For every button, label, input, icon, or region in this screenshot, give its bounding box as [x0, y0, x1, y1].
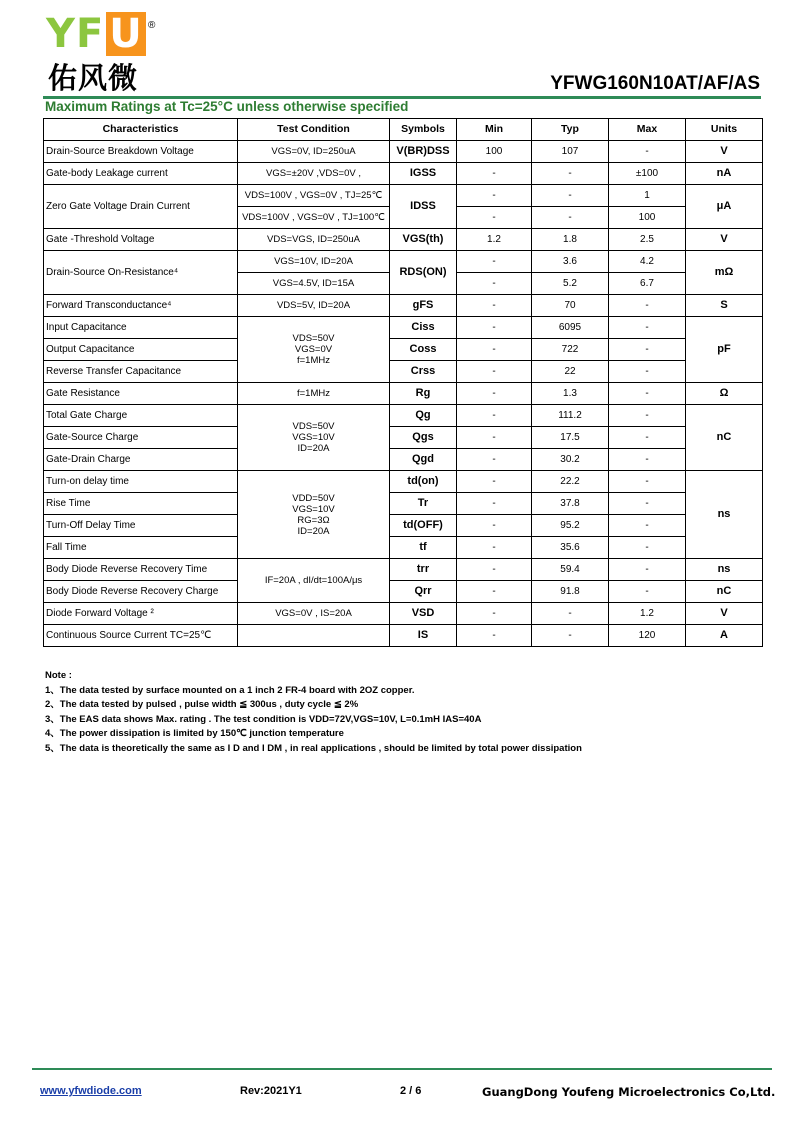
- note-item: 3、The EAS data shows Max. rating . The test condition is VDD=72V,VGS=10V, L=0.1mH IAS=40A: [45, 713, 482, 725]
- note-item: 1、The data tested by surface mounted on a 1 inch 2 FR-4 board with 2OZ copper.: [45, 684, 415, 696]
- symbol: Qg: [390, 405, 457, 427]
- unit: pF: [686, 317, 763, 383]
- characteristic: Drain-Source On-Resistance⁴: [44, 251, 238, 295]
- min: -: [457, 427, 532, 449]
- characteristic: Body Diode Reverse Recovery Charge: [44, 581, 238, 603]
- characteristic: Body Diode Reverse Recovery Time: [44, 559, 238, 581]
- test-condition: ID=20A: [297, 443, 330, 454]
- symbol: td(on): [390, 471, 457, 493]
- characteristic: Reverse Transfer Capacitance: [44, 361, 238, 383]
- characteristic: Diode Forward Voltage ²: [44, 603, 238, 625]
- typ: 1.3: [532, 383, 609, 405]
- col-header: Max: [609, 119, 686, 141]
- test-condition: VDS=100V , VGS=0V , TJ=100℃: [238, 207, 390, 229]
- min: -: [457, 581, 532, 603]
- min: -: [457, 339, 532, 361]
- test-condition: VGS=4.5V, ID=15A: [238, 273, 390, 295]
- typ: 91.8: [532, 581, 609, 603]
- symbol: Coss: [390, 339, 457, 361]
- characteristic: Gate-Drain Charge: [44, 449, 238, 471]
- min: -: [457, 471, 532, 493]
- min: 100: [457, 141, 532, 163]
- max: -: [609, 537, 686, 559]
- min: -: [457, 449, 532, 471]
- col-header: Characteristics: [44, 119, 238, 141]
- min: -: [457, 383, 532, 405]
- min: -: [457, 559, 532, 581]
- symbol: Tr: [390, 493, 457, 515]
- test-condition: VGS=10V: [292, 432, 335, 443]
- page-number: 2 / 6: [400, 1085, 422, 1097]
- logo-chinese-name: 佑风微: [48, 61, 139, 95]
- logo-wordmark: YF U: [46, 12, 146, 56]
- test-condition-group: [238, 405, 390, 471]
- typ: 107: [532, 141, 609, 163]
- table-row: [44, 339, 763, 361]
- characteristic: Gate Resistance: [44, 383, 238, 405]
- max: -: [609, 383, 686, 405]
- symbol: IGSS: [390, 163, 457, 185]
- symbol: VSD: [390, 603, 457, 625]
- symbol: VGS(th): [390, 229, 457, 251]
- table-row: [44, 625, 763, 647]
- symbol: V(BR)DSS: [390, 141, 457, 163]
- max: -: [609, 317, 686, 339]
- max: -: [609, 427, 686, 449]
- typ: 3.6: [532, 251, 609, 273]
- table-row: [44, 471, 763, 493]
- table-row: [44, 493, 763, 515]
- table-row: [44, 427, 763, 449]
- symbol: Qgd: [390, 449, 457, 471]
- table-row: [44, 603, 763, 625]
- unit: V: [686, 603, 763, 625]
- table-row: [44, 515, 763, 537]
- unit: nC: [686, 405, 763, 471]
- table-row: [44, 295, 763, 317]
- unit: nA: [686, 163, 763, 185]
- table-row: [44, 405, 763, 427]
- section-title: Maximum Ratings at Tc=25°C unless otherwise specified: [45, 99, 409, 114]
- min: -: [457, 273, 532, 295]
- min: -: [457, 515, 532, 537]
- unit: V: [686, 141, 763, 163]
- test-condition: VGS=0V, ID=250uA: [238, 141, 390, 163]
- symbol: Qgs: [390, 427, 457, 449]
- min: -: [457, 405, 532, 427]
- table-row: [44, 185, 763, 207]
- max: -: [609, 361, 686, 383]
- table-row: [44, 361, 763, 383]
- notes: [45, 669, 582, 756]
- max: -: [609, 471, 686, 493]
- symbol: Crss: [390, 361, 457, 383]
- max: ±100: [609, 163, 686, 185]
- unit: μA: [686, 185, 763, 229]
- characteristic: Turn-on delay time: [44, 471, 238, 493]
- unit: mΩ: [686, 251, 763, 295]
- typ: -: [532, 625, 609, 647]
- max: 2.5: [609, 229, 686, 251]
- max: 100: [609, 207, 686, 229]
- max: -: [609, 339, 686, 361]
- symbol: IDSS: [390, 185, 457, 229]
- symbol: trr: [390, 559, 457, 581]
- typ: 37.8: [532, 493, 609, 515]
- max: -: [609, 449, 686, 471]
- typ: 22.2: [532, 471, 609, 493]
- note-item: 5、The data is theoretically the same as I D and I DM , in real applications , should be limited by total power dissipation: [45, 742, 582, 754]
- typ: 6095: [532, 317, 609, 339]
- characteristic: Zero Gate Voltage Drain Current: [44, 185, 238, 229]
- characteristic: Total Gate Charge: [44, 405, 238, 427]
- typ: 59.4: [532, 559, 609, 581]
- min: -: [457, 603, 532, 625]
- symbol: Rg: [390, 383, 457, 405]
- symbol: tf: [390, 537, 457, 559]
- typ: -: [532, 603, 609, 625]
- min: 1.2: [457, 229, 532, 251]
- test-condition: ID=20A: [297, 525, 330, 537]
- unit: V: [686, 229, 763, 251]
- table-row: [44, 229, 763, 251]
- test-condition-group: [238, 471, 390, 559]
- max: -: [609, 295, 686, 317]
- min: -: [457, 207, 532, 229]
- test-condition: VGS=10V, ID=20A: [238, 251, 390, 273]
- min: -: [457, 163, 532, 185]
- company-name: GuangDong Youfeng Microelectronics Co,Ltd.: [482, 1085, 776, 1099]
- characteristic: Gate-body Leakage current: [44, 163, 238, 185]
- typ: -: [532, 163, 609, 185]
- min: -: [457, 537, 532, 559]
- typ: 70: [532, 295, 609, 317]
- max: 120: [609, 625, 686, 647]
- test-condition: VDS=VGS, ID=250uA: [238, 229, 390, 251]
- min: -: [457, 251, 532, 273]
- characteristic: Output Capacitance: [44, 339, 238, 361]
- unit: ns: [686, 559, 763, 581]
- max: -: [609, 515, 686, 537]
- test-condition: VGS=0V: [294, 344, 333, 355]
- typ: 30.2: [532, 449, 609, 471]
- typ: 1.8: [532, 229, 609, 251]
- test-condition: VDS=100V , VGS=0V , TJ=25℃: [238, 185, 390, 207]
- symbol: gFS: [390, 295, 457, 317]
- max: -: [609, 559, 686, 581]
- typ: 111.2: [532, 405, 609, 427]
- test-condition: [238, 625, 390, 647]
- characteristic: Fall Time: [44, 537, 238, 559]
- characteristic: Gate-Source Charge: [44, 427, 238, 449]
- test-condition-group: [238, 317, 390, 383]
- max: -: [609, 141, 686, 163]
- typ: 22: [532, 361, 609, 383]
- min: -: [457, 185, 532, 207]
- test-condition: IF=20A , dI/dt=100A/μs: [238, 559, 390, 603]
- table-row: [44, 537, 763, 559]
- test-condition: VDS=5V, ID=20A: [238, 295, 390, 317]
- unit: nC: [686, 581, 763, 603]
- unit: A: [686, 625, 763, 647]
- note-item: 4、The power dissipation is limited by 150℃ junction temperature: [45, 728, 344, 739]
- test-condition: f=1MHz: [297, 355, 330, 366]
- symbol: RDS(ON): [390, 251, 457, 295]
- characteristic: Forward Transconductance⁴: [44, 295, 238, 317]
- footer-divider: [32, 1068, 772, 1070]
- max: -: [609, 405, 686, 427]
- max: 1.2: [609, 603, 686, 625]
- table-row: [44, 141, 763, 163]
- table-row: [44, 163, 763, 185]
- col-header: Min: [457, 119, 532, 141]
- unit: ns: [686, 471, 763, 559]
- typ: 35.6: [532, 537, 609, 559]
- symbol: Qrr: [390, 581, 457, 603]
- max: 6.7: [609, 273, 686, 295]
- company-logo: [46, 12, 156, 94]
- test-condition: RG=3Ω: [297, 514, 330, 526]
- col-header: Units: [686, 119, 763, 141]
- test-condition: VGS=10V: [292, 503, 335, 515]
- test-condition: f=1MHz: [238, 383, 390, 405]
- characteristic: Drain-Source Breakdown Voltage: [44, 141, 238, 163]
- unit: S: [686, 295, 763, 317]
- test-condition: VDS=50V: [292, 333, 335, 344]
- revision: Rev:2021Y1: [240, 1085, 302, 1097]
- table-row: [44, 581, 763, 603]
- max: 4.2: [609, 251, 686, 273]
- typ: 722: [532, 339, 609, 361]
- min: -: [457, 295, 532, 317]
- test-condition: VDD=50V: [292, 492, 335, 504]
- typ: 5.2: [532, 273, 609, 295]
- test-condition: VGS=0V , IS=20A: [238, 603, 390, 625]
- typ: -: [532, 185, 609, 207]
- max: 1: [609, 185, 686, 207]
- typ: -: [532, 207, 609, 229]
- min: -: [457, 361, 532, 383]
- max: -: [609, 493, 686, 515]
- symbol: Ciss: [390, 317, 457, 339]
- table-row: [44, 383, 763, 405]
- unit: Ω: [686, 383, 763, 405]
- characteristic: Gate -Threshold Voltage: [44, 229, 238, 251]
- notes-title: Note :: [45, 670, 72, 681]
- min: -: [457, 493, 532, 515]
- table-row: [44, 559, 763, 581]
- registered-mark: ®: [148, 20, 156, 31]
- symbol: td(OFF): [390, 515, 457, 537]
- characteristic: Input Capacitance: [44, 317, 238, 339]
- part-number: YFWG160N10AT/AF/AS: [550, 73, 760, 94]
- min: -: [457, 317, 532, 339]
- max: -: [609, 581, 686, 603]
- table-row: [44, 251, 763, 273]
- note-item: 2、The data tested by pulsed , pulse width ≦ 300us , duty cycle ≦ 2%: [45, 699, 359, 710]
- min: -: [457, 625, 532, 647]
- table-row: [44, 317, 763, 339]
- ratings-table: [43, 118, 763, 647]
- test-condition: VDS=50V: [292, 421, 335, 432]
- col-header: Symbols: [390, 119, 457, 141]
- typ: 95.2: [532, 515, 609, 537]
- website-link[interactable]: www.yfwdiode.com: [40, 1085, 142, 1097]
- test-condition: VGS=±20V ,VDS=0V ,: [238, 163, 390, 185]
- col-header: Typ: [532, 119, 609, 141]
- characteristic: Turn-Off Delay Time: [44, 515, 238, 537]
- characteristic: Continuous Source Current TC=25℃: [44, 625, 238, 647]
- col-header: Test Condition: [238, 119, 390, 141]
- characteristic: Rise Time: [44, 493, 238, 515]
- typ: 17.5: [532, 427, 609, 449]
- table-header-row: [44, 119, 763, 141]
- table-row: [44, 449, 763, 471]
- symbol: IS: [390, 625, 457, 647]
